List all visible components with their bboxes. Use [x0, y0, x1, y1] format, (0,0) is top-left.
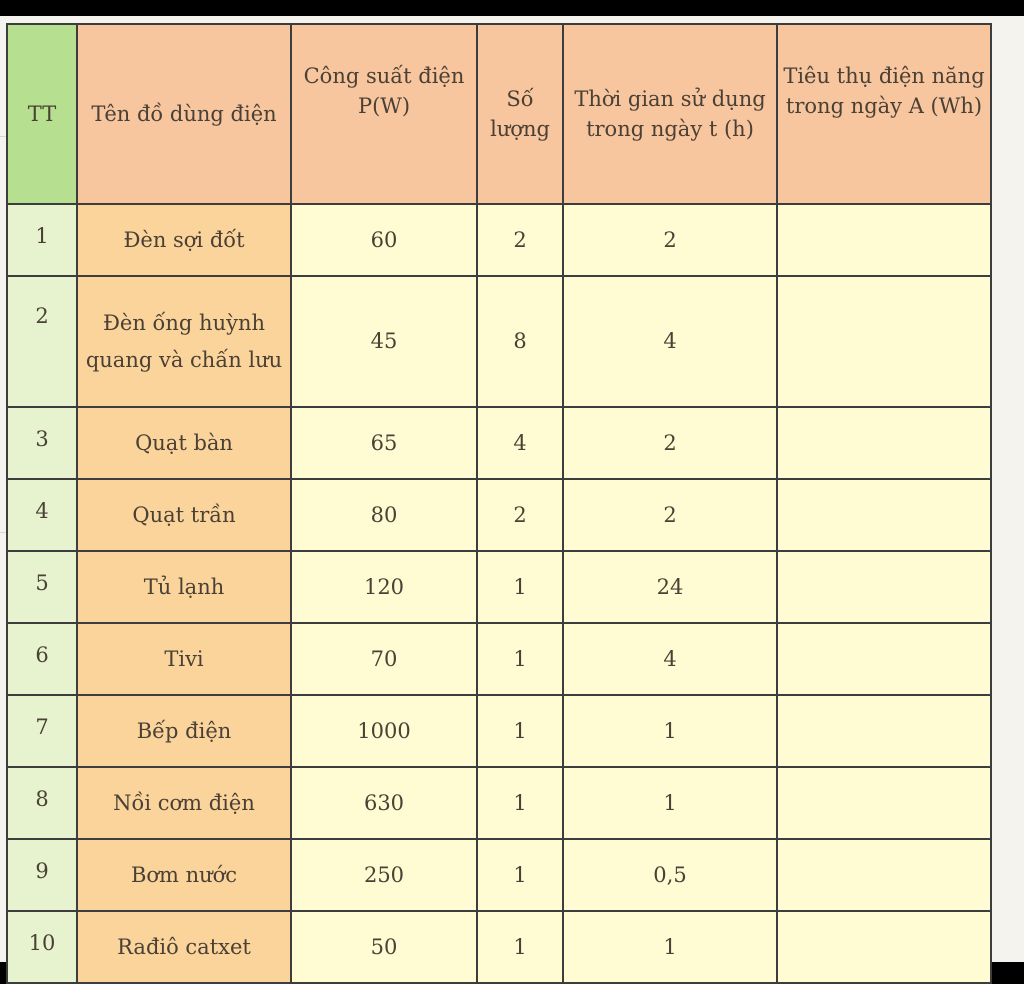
device-name: Nồi cơm điện: [77, 767, 291, 839]
row-number: 8: [7, 767, 77, 839]
table-row: [7, 551, 991, 623]
time-value: 2: [563, 204, 777, 276]
power-value: 45: [291, 276, 477, 407]
time-value: 1: [563, 911, 777, 983]
power-value: 80: [291, 479, 477, 551]
power-value: 50: [291, 911, 477, 983]
power-value: 120: [291, 551, 477, 623]
device-name-line1: Đèn ống huỳnh: [102, 310, 266, 335]
document-page: [0, 16, 1024, 962]
time-value: 24: [563, 551, 777, 623]
energy-cell[interactable]: [777, 551, 991, 623]
device-name: Tủ lạnh: [77, 551, 291, 623]
device-name: Đèn sợi đốt: [77, 204, 291, 276]
energy-cell[interactable]: [777, 407, 991, 479]
quantity-value: 1: [477, 911, 563, 983]
power-value: 65: [291, 407, 477, 479]
header-row: [7, 24, 991, 204]
energy-cell[interactable]: [777, 695, 991, 767]
header-time-line1: Thời gian sử dụng: [574, 86, 766, 111]
header-tt: TT: [7, 24, 77, 204]
energy-cell[interactable]: [777, 204, 991, 276]
electricity-usage-table: [6, 23, 992, 984]
energy-cell[interactable]: [777, 911, 991, 983]
device-name-line2: quang và chấn lưu: [85, 347, 283, 372]
time-value: 2: [563, 479, 777, 551]
table-row: [7, 479, 991, 551]
device-name: Tivi: [77, 623, 291, 695]
table-row: [7, 839, 991, 911]
row-number: 9: [7, 839, 77, 911]
quantity-value: 4: [477, 407, 563, 479]
quantity-value: 2: [477, 479, 563, 551]
time-value: 2: [563, 407, 777, 479]
table-row: [7, 623, 991, 695]
header-usage-time: [563, 24, 777, 204]
quantity-value: 1: [477, 839, 563, 911]
energy-cell[interactable]: [777, 623, 991, 695]
quantity-value: 2: [477, 204, 563, 276]
time-value: 1: [563, 767, 777, 839]
header-device-name: Tên đồ dùng điện: [77, 24, 291, 204]
time-value: 1: [563, 695, 777, 767]
header-quantity-line1: Số: [506, 86, 534, 111]
power-value: 630: [291, 767, 477, 839]
device-name: Bơm nước: [77, 839, 291, 911]
energy-cell[interactable]: [777, 479, 991, 551]
row-number: 3: [7, 407, 77, 479]
quantity-value: 1: [477, 551, 563, 623]
time-value: 0,5: [563, 839, 777, 911]
table-row: [7, 204, 991, 276]
row-number: 7: [7, 695, 77, 767]
header-quantity: [477, 24, 563, 204]
device-name: Rađiô catxet: [77, 911, 291, 983]
row-number: 1: [7, 204, 77, 276]
device-name: [77, 276, 291, 407]
header-power-line1: Công suất điện: [303, 64, 465, 88]
power-value: 1000: [291, 695, 477, 767]
table-row: [7, 767, 991, 839]
time-value: 4: [563, 623, 777, 695]
header-energy-line2: trong ngày A (Wh): [785, 94, 983, 119]
table-row: [7, 695, 991, 767]
table-row: [7, 407, 991, 479]
row-number: 10: [7, 911, 77, 983]
header-power-line2: P(W): [357, 94, 411, 119]
quantity-value: 8: [477, 276, 563, 407]
quantity-value: 1: [477, 767, 563, 839]
table-row: [7, 276, 991, 407]
quantity-value: 1: [477, 623, 563, 695]
energy-cell[interactable]: [777, 839, 991, 911]
time-value: 4: [563, 276, 777, 407]
row-number: 5: [7, 551, 77, 623]
table-row: [7, 911, 991, 983]
header-energy-line1: Tiêu thụ điện năng: [783, 64, 985, 88]
device-name: Bếp điện: [77, 695, 291, 767]
device-name: Quạt trần: [77, 479, 291, 551]
power-value: 60: [291, 204, 477, 276]
energy-cell[interactable]: [777, 767, 991, 839]
power-value: 70: [291, 623, 477, 695]
header-power: [291, 24, 477, 204]
header-energy: [777, 24, 991, 204]
header-quantity-line2: lượng: [490, 117, 550, 141]
quantity-value: 1: [477, 695, 563, 767]
power-value: 250: [291, 839, 477, 911]
row-number: 6: [7, 623, 77, 695]
row-number: 4: [7, 479, 77, 551]
energy-cell[interactable]: [777, 276, 991, 407]
row-number: 2: [7, 276, 77, 407]
header-time-line2: trong ngày t (h): [586, 117, 754, 141]
device-name: Quạt bàn: [77, 407, 291, 479]
